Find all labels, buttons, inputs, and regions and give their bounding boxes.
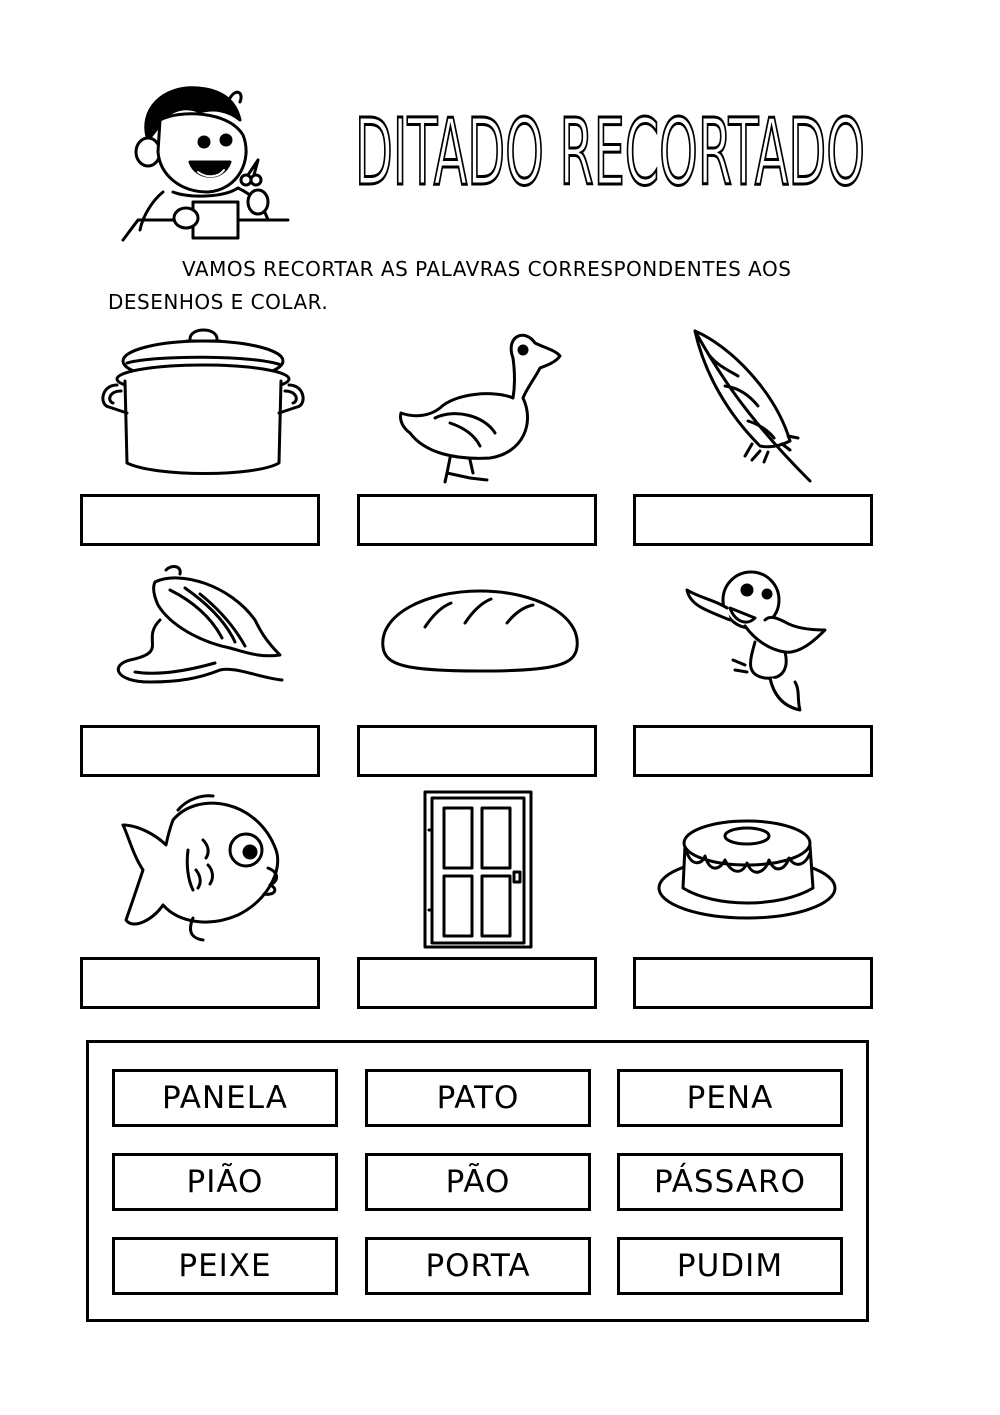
duck-icon	[395, 328, 565, 486]
word-label: PÁSSARO	[654, 1164, 806, 1200]
answer-box[interactable]	[80, 957, 320, 1009]
word-label: PÃO	[445, 1164, 511, 1200]
answer-box[interactable]	[633, 957, 873, 1009]
answer-box[interactable]	[357, 494, 597, 546]
bread-icon	[375, 585, 585, 680]
word-card[interactable]	[617, 1153, 843, 1211]
word-card[interactable]	[617, 1069, 843, 1127]
instruction-line-2: DESENHOS E COLAR.	[108, 290, 329, 314]
answer-box[interactable]	[80, 494, 320, 546]
word-label: PENA	[686, 1080, 774, 1116]
word-card[interactable]	[365, 1069, 591, 1127]
feather-icon	[690, 326, 820, 486]
word-card[interactable]	[365, 1153, 591, 1211]
word-label: PEIXE	[178, 1248, 272, 1284]
word-card[interactable]	[112, 1237, 338, 1295]
fish-icon	[118, 790, 288, 945]
page-title	[340, 88, 880, 208]
word-label: PUDIM	[676, 1248, 784, 1284]
word-card[interactable]	[112, 1069, 338, 1127]
word-label: PORTA	[425, 1248, 531, 1284]
spinning-top-icon	[110, 560, 290, 700]
pot-icon	[95, 325, 310, 485]
word-card[interactable]	[365, 1237, 591, 1295]
answer-box[interactable]	[357, 725, 597, 777]
instruction-line-1: VAMOS RECORTAR AS PALAVRAS CORRESPONDENTES AOS	[182, 257, 792, 281]
answer-box[interactable]	[80, 725, 320, 777]
answer-box[interactable]	[633, 725, 873, 777]
answer-box[interactable]	[357, 957, 597, 1009]
answer-box[interactable]	[633, 494, 873, 546]
word-label: PATO	[436, 1080, 520, 1116]
bird-icon	[685, 560, 830, 720]
word-label: PANELA	[162, 1080, 288, 1116]
door-icon	[422, 790, 534, 950]
page-title-text: DITADO RECORTADO	[355, 99, 865, 206]
word-bank	[86, 1040, 869, 1322]
child-with-scissors-icon	[118, 80, 298, 245]
word-card[interactable]	[617, 1237, 843, 1295]
word-card[interactable]	[112, 1153, 338, 1211]
pudding-icon	[655, 808, 840, 923]
word-label: PIÃO	[186, 1164, 264, 1200]
